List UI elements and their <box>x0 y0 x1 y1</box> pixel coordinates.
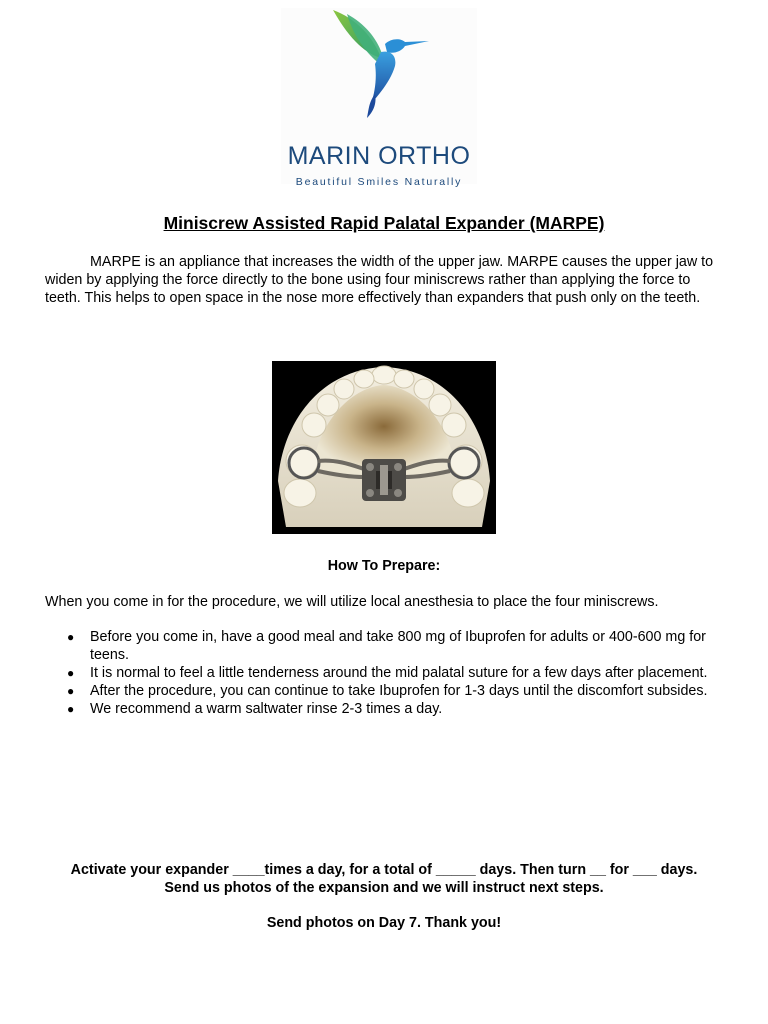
list-item <box>45 664 735 682</box>
bullet-icon: ● <box>67 684 75 698</box>
list-item-text: Before you come in, have a good meal and take 800 mg of Ibuprofen for adults or 400-600 mg for teens. <box>90 629 706 663</box>
procedure-text: When you come in for the procedure, we will utilize local anesthesia to place the four miniscrews. <box>45 594 659 610</box>
activation-instruction: Activate your expander ____times a day, for a total of _____ days. Then turn __ for ___ days. <box>70 862 698 878</box>
document-title: Miniscrew Assisted Rapid Palatal Expander (MARPE) <box>163 213 605 233</box>
logo <box>281 8 477 188</box>
prepare-heading: How To Prepare: <box>327 558 441 574</box>
bullet-icon: ● <box>67 666 75 680</box>
intro-paragraph: MARPE is an appliance that increases the width of the upper jaw. MARPE causes the upper jaw to widen by applying the force directly to the bone using four miniscrews rather than applying the force to teeth. This helps to open space in the nose more effectively than expanders that push only on the teeth. <box>45 254 714 306</box>
list-item-text: After the procedure, you can continue to take Ibuprofen for 1-3 days until the discomfort subsides. <box>90 683 708 699</box>
hummingbird-icon <box>325 8 435 120</box>
dental-model-illustration <box>272 361 496 534</box>
list-item-text: It is normal to feel a little tenderness around the mid palatal suture for a few days after placement. <box>90 665 708 681</box>
brand-name: MARIN ORTHO <box>287 142 471 170</box>
final-note: Send photos on Day 7. Thank you! <box>266 915 502 931</box>
expander-photo <box>272 361 496 534</box>
list-item <box>45 628 735 664</box>
list-item-text: We recommend a warm saltwater rinse 2-3 times a day. <box>90 701 443 717</box>
next-steps-instruction: Send us photos of the expansion and we will instruct next steps. <box>164 880 604 896</box>
bullet-icon: ● <box>67 630 75 644</box>
list-item <box>45 682 735 700</box>
list-item <box>45 700 735 718</box>
brand-tagline: Beautiful Smiles Naturally <box>295 176 463 188</box>
prepare-list <box>45 628 735 718</box>
bullet-icon: ● <box>67 702 75 716</box>
